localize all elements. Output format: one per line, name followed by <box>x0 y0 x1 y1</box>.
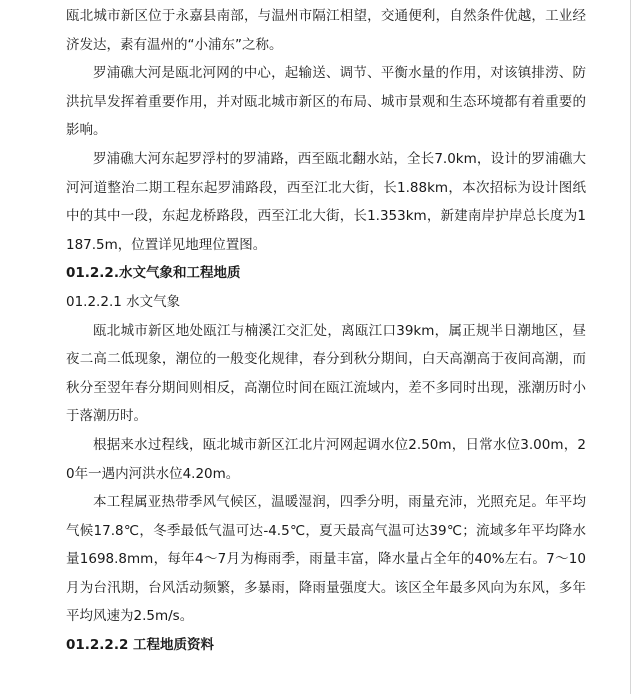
subsection-heading-geology: 01.2.2.2 工程地质资料 <box>66 637 215 654</box>
paragraph-tides: 瓯北城市新区地处瓯江与楠溪江交汇处，离瓯江口39km，属正规半日潮地区，昼夜二高二低现象，潮位的一般变化规律，春分到秋分期间，白天高潮高于夜间高潮，而秋分至翌年春分期间则相反，高潮位时间在瓯江流域内，差不多同时出现，涨潮历时小于落潮历时。 <box>66 322 586 425</box>
paragraph-river-extent: 罗浦礁大河东起罗浮村的罗浦路，西至瓯北翻水站，全长7.0km，设计的罗浦礁大河河道整治二期工程东起罗浦路段，西至江北大街，长1.88km，本次招标为设计图纸中的其中一段，东起龙桥路段，西至江北大街，长1.353km，新建南岸护岸总长度为1187.5m，位置详见地理位置图。 <box>66 150 586 253</box>
paragraph-climate: 本工程属亚热带季风气候区，温暖湿润，四季分明，雨量充沛，光照充足。年平均气候17.8℃，冬季最低气温可达-4.5℃，夏天最高气温可达39℃；流域多年平均降水量1698.8mm，每年4～7月为梅雨季，雨量丰富，降水量占全年的40%左右。7～10月为台汛期，台风活动频繁，多暴雨，降雨量强度大。该区全年最多风向为东风，多年平均风速为2.5m/s。 <box>66 494 586 625</box>
paragraph-water-levels: 根据来水过程线，瓯北城市新区江北片河网起调水位2.50m，日常水位3.00m，20年一遇内河洪水位4.20m。 <box>66 436 586 482</box>
paragraph-river-role: 罗浦礁大河是瓯北河网的中心，起输送、调节、平衡水量的作用，对该镇排涝、防洪抗旱发挥着重要作用，并对瓯北城市新区的布局、城市景观和生态环境都有着重要的影响。 <box>66 65 586 139</box>
section-heading-hydrology-geology: 01.2.2.水文气象和工程地质 <box>66 265 241 282</box>
paragraph-location: 瓯北城市新区位于永嘉县南部，与温州市隔江相望，交通便利，自然条件优越，工业经济发达，素有温州的“小浦东”之称。 <box>66 8 586 53</box>
subsection-heading-hydrology: 01.2.2.1 水文气象 <box>66 293 181 310</box>
document-body <box>66 2 586 660</box>
